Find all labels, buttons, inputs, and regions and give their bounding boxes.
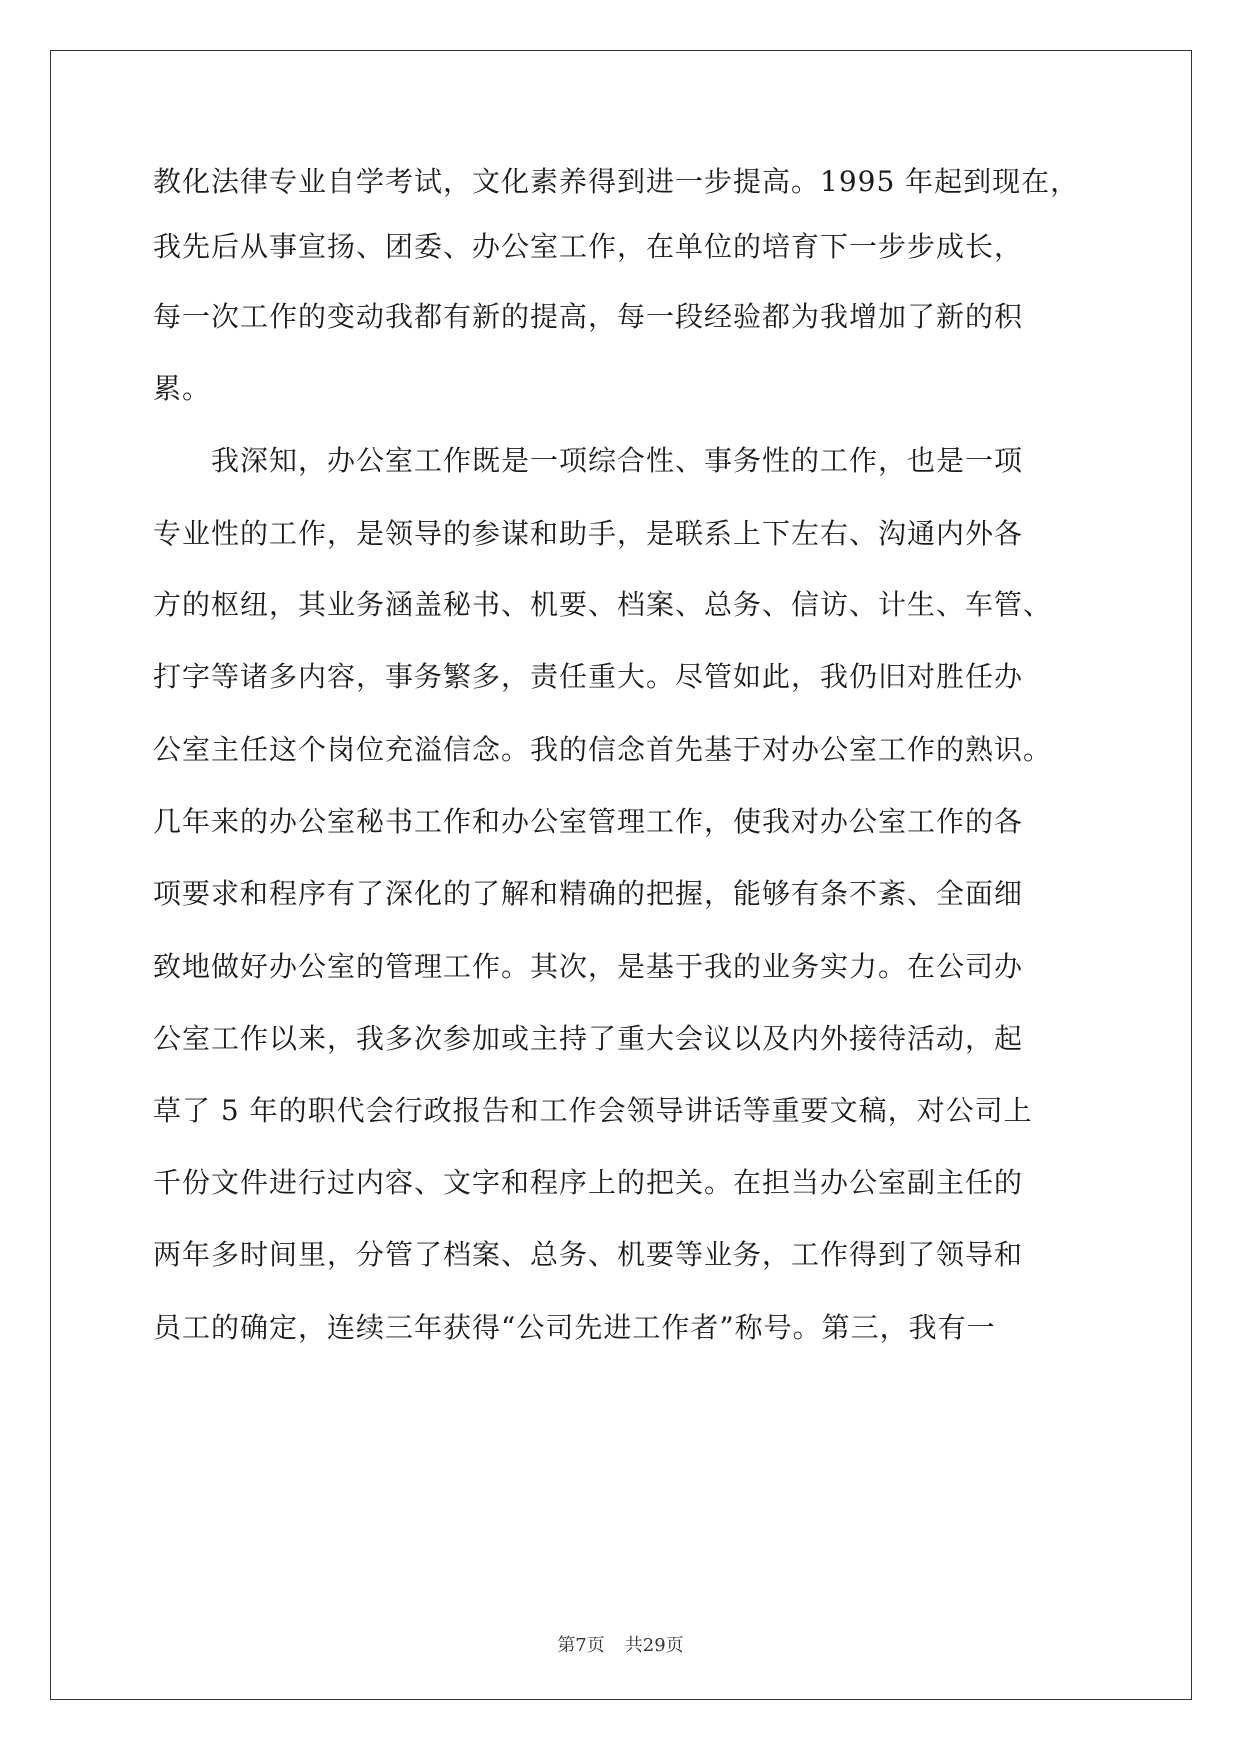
text-line: 千份文件进行过内容、文字和程序上的把关。在担当办公室副主任的 [153,1166,1024,1199]
text-line: 我深知，办公室工作既是一项综合性、事务性的工作，也是一项 [153,444,1024,477]
text-line: 致地做好办公室的管理工作。其次，是基于我的业务实力。在公司办 [153,950,1024,983]
page-number-total: 共29页 [624,1635,684,1656]
text-line: 教化法律专业自学考试，文化素养得到进一步提高。1995 年起到现在， [153,165,1080,198]
page-number-current: 第7页 [557,1635,605,1656]
text-line: 公室主任这个岗位充溢信念。我的信念首先基于对办公室工作的熟识。 [153,733,1053,766]
text-line: 专业性的工作，是领导的参谋和助手，是联系上下左右、沟通内外各 [153,517,1024,550]
text-line: 项要求和程序有了深化的了解和精确的把握，能够有条不紊、全面细 [153,877,1024,910]
text-line: 草了 5 年的职代会行政报告和工作会领导讲话等重要文稿，对公司上 [153,1094,1033,1127]
page-footer [0,1634,1241,1658]
text-line: 每一次工作的变动我都有新的提高，每一段经验都为我增加了新的积 [153,300,1024,333]
text-line: 累。 [153,372,212,405]
text-line: 我先后从事宣扬、团委、办公室工作，在单位的培育下一步步成长， [153,230,1024,263]
text-line: 几年来的办公室秘书工作和办公室管理工作，使我对办公室工作的各 [153,805,1024,838]
text-line: 打字等诸多内容，事务繁多，责任重大。尽管如此，我仍旧对胜任办 [153,660,1024,693]
text-line: 员工的确定，连续三年获得“公司先进工作者”称号。第三，我有一 [153,1311,996,1344]
text-line: 公室工作以来，我多次参加或主持了重大会议以及内外接待活动，起 [153,1022,1024,1055]
text-line: 方的枢纽，其业务涵盖秘书、机要、档案、总务、信访、计生、车管、 [153,588,1053,621]
text-line: 两年多时间里，分管了档案、总务、机要等业务，工作得到了领导和 [153,1238,1024,1271]
